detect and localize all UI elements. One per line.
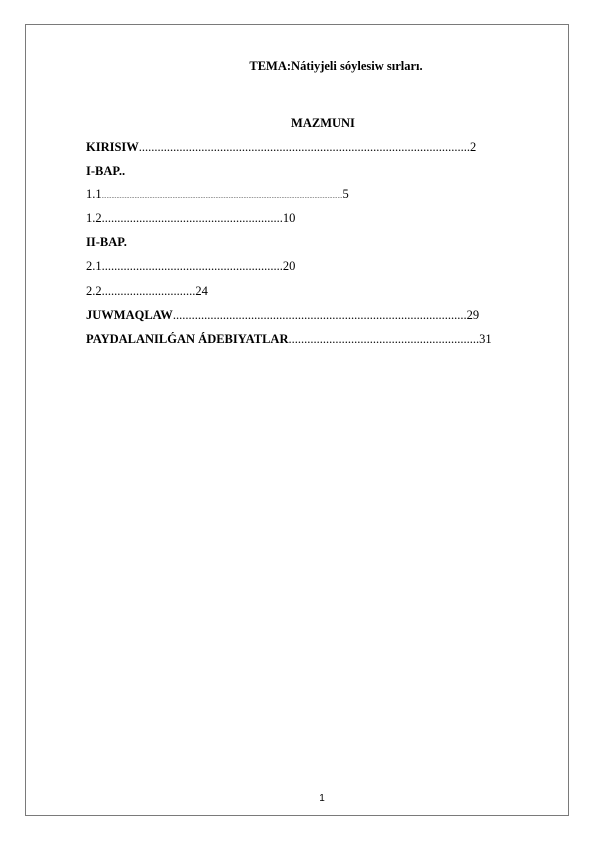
toc-label: 1.1	[86, 187, 102, 201]
toc-entry-paydalanilgan	[86, 332, 492, 347]
toc-entry-chapter-1	[86, 164, 125, 179]
toc-entry-1-2	[86, 211, 295, 226]
toc-leader: ..........................................................................................................	[138, 140, 471, 154]
toc-page: 10	[282, 211, 296, 225]
toc-leader: ..........................................................	[101, 211, 283, 225]
toc-label: 1.2	[86, 211, 102, 225]
toc-entry-chapter-2	[86, 235, 127, 250]
toc-page: 24	[195, 284, 208, 298]
toc-entry-2-1	[86, 259, 295, 274]
toc-label: PAYDALANILǴAN ÁDEBIYATLAR	[86, 332, 289, 346]
toc-page: 2	[470, 140, 477, 154]
toc-leader: ..............................	[101, 284, 196, 298]
contents-heading: MAZMUNI	[291, 116, 355, 130]
toc-entry-1-1	[86, 187, 349, 205]
toc-entry-2-2	[86, 284, 208, 299]
toc-label: 2.1	[86, 259, 102, 273]
toc-label: II-BAP.	[86, 235, 127, 249]
page-number: 1	[319, 793, 325, 804]
toc-leader: ..............................................................................................	[172, 308, 467, 322]
toc-page: 5	[342, 187, 349, 201]
document-title: TEMA:Nátiyjeli sóylesiw sırları.	[249, 59, 423, 73]
toc-leader: ..........................................................	[101, 259, 283, 273]
toc-entry-juwmaqlaw	[86, 308, 479, 323]
toc-label: JUWMAQLAW	[86, 308, 173, 322]
toc-page: 20	[282, 259, 296, 273]
toc-page: 31	[479, 332, 492, 346]
toc-page: 29	[466, 308, 480, 322]
toc-leader: ..................................................................................................................................................	[101, 194, 343, 200]
toc-label: 2.2	[86, 284, 102, 298]
toc-label: KIRISIW	[86, 140, 139, 154]
toc-leader: .............................................................	[288, 332, 480, 346]
toc-entry-kirisiw	[86, 140, 476, 155]
toc-label: I-BAP..	[86, 164, 126, 178]
